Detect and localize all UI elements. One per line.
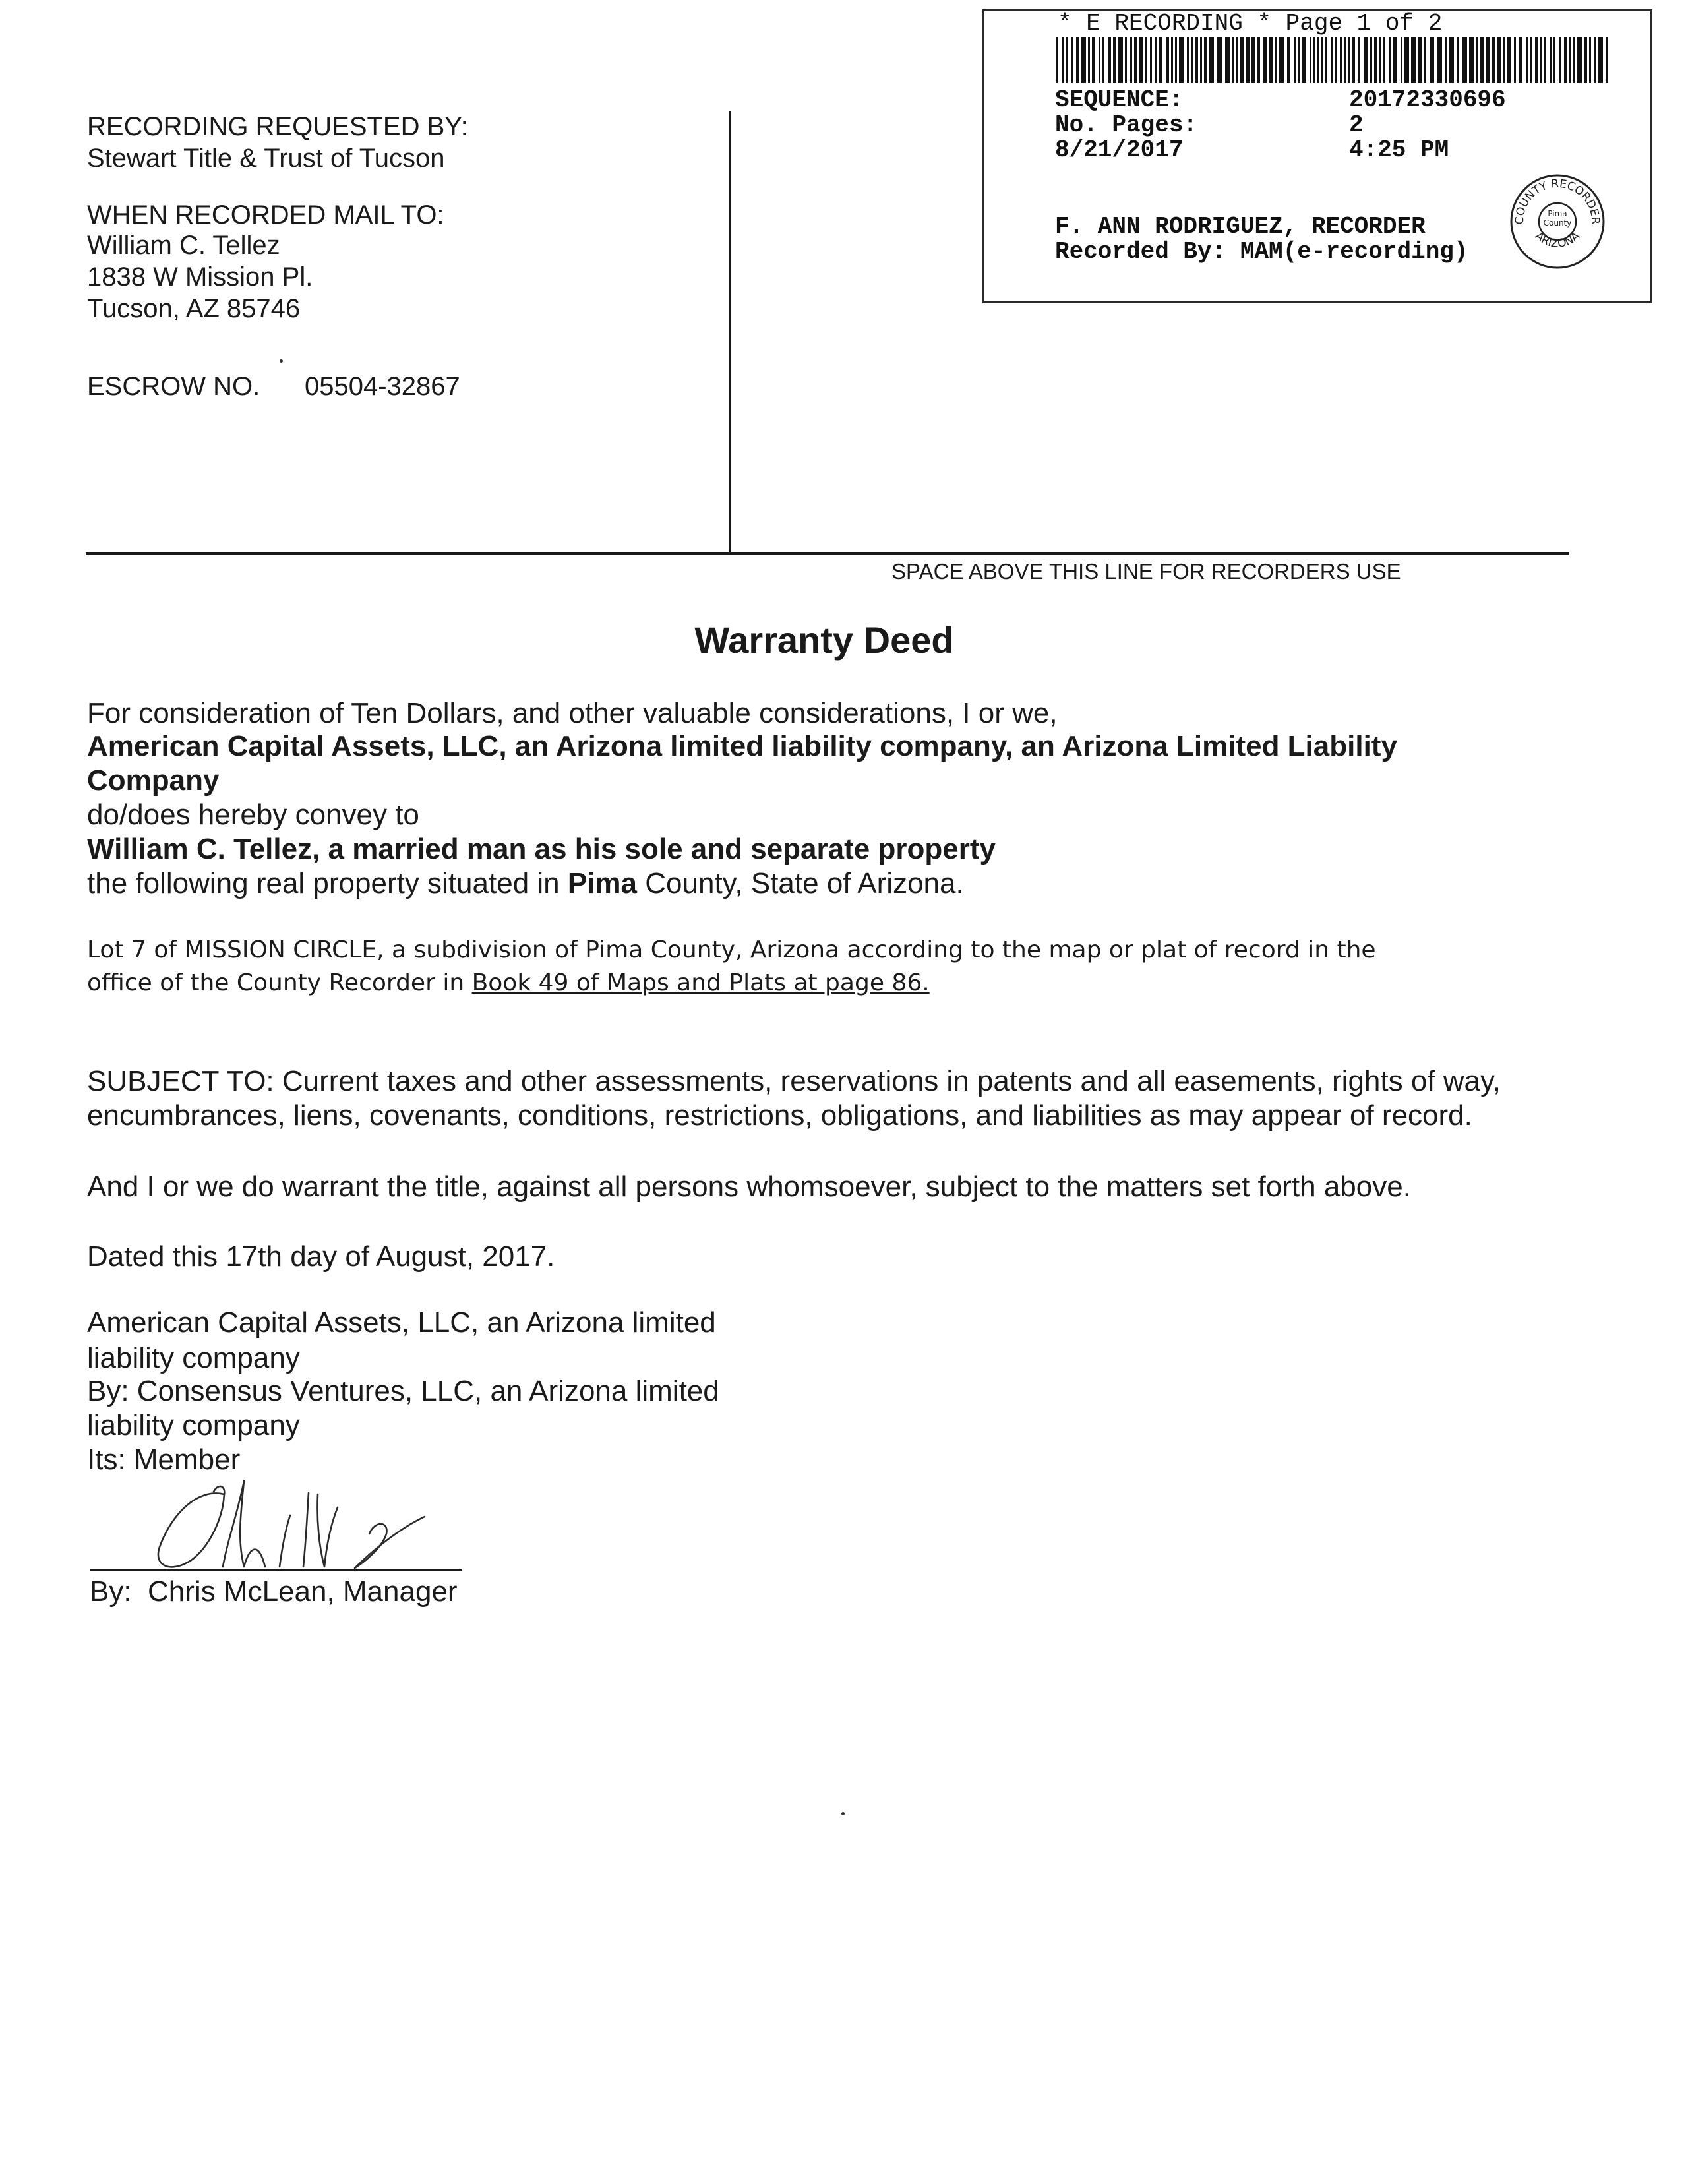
barcode-bar <box>1287 37 1290 83</box>
scan-speck <box>280 359 283 363</box>
barcode-bar <box>1457 37 1459 83</box>
barcode-bar <box>1383 37 1385 83</box>
recorder-space-line <box>86 552 1569 555</box>
mail-to-label: WHEN RECORDED MAIL TO: <box>87 200 444 229</box>
barcode-bar <box>1066 37 1068 83</box>
recording-header: * E RECORDING * Page 1 of 2 <box>1058 10 1443 37</box>
barcode-bar <box>1275 37 1277 83</box>
barcode-bar <box>1251 37 1255 83</box>
barcode-bar <box>1225 37 1230 83</box>
mail-to-street: 1838 W Mission Pl. <box>87 262 313 291</box>
barcode-bar <box>1364 37 1368 83</box>
signature-entity-line-2: liability company <box>87 1342 300 1374</box>
barcode-bar <box>1331 37 1333 83</box>
mail-to-city: Tucson, AZ 85746 <box>87 294 301 323</box>
barcode-bar <box>1553 37 1555 83</box>
property-county: Pima <box>567 867 638 899</box>
barcode-bar <box>1200 37 1202 83</box>
recorder-space-label: SPACE ABOVE THIS LINE FOR RECORDERS USE <box>891 559 1401 584</box>
barcode-bar <box>1577 37 1582 83</box>
barcode-bar <box>1564 37 1567 83</box>
header-divider-vertical <box>729 111 731 553</box>
barcode-bar <box>1294 37 1296 83</box>
barcode-bar <box>1344 37 1346 83</box>
barcode-bar <box>1056 37 1058 83</box>
dated-line: Dated this 17th day of August, 2017. <box>87 1240 555 1273</box>
signer-name: By: Chris McLean, Manager <box>90 1575 458 1608</box>
barcode-bar <box>1598 37 1603 83</box>
barcode-bar <box>1352 37 1355 83</box>
legal-line-2-pre: office of the County Recorder in <box>87 969 472 996</box>
pages-value: 2 <box>1349 111 1364 138</box>
barcode-bar <box>1358 37 1360 83</box>
barcode-bar <box>1492 37 1495 83</box>
handwritten-signature <box>145 1468 435 1580</box>
scan-speck <box>841 1812 845 1815</box>
subject-to-line-1: SUBJECT TO: Current taxes and other assessments, reservations in patents and all easements, rights of way, <box>87 1065 1501 1097</box>
barcode-bar <box>1507 37 1511 83</box>
property-post: County, State of Arizona. <box>637 867 964 899</box>
barcode-bar <box>1317 37 1319 83</box>
barcode-bar <box>1418 37 1422 83</box>
barcode-bar <box>1171 37 1173 83</box>
sequence-label: SEQUENCE: <box>1055 86 1184 113</box>
barcode-bar <box>1217 37 1222 83</box>
barcode-bar <box>1437 37 1442 83</box>
barcode-bar <box>1071 37 1073 83</box>
barcode-bar <box>1445 37 1447 83</box>
escrow-number: 05504-32867 <box>305 372 460 401</box>
barcode-bar <box>1393 37 1397 83</box>
barcode-bar <box>1584 37 1587 83</box>
barcode-bar <box>1569 37 1571 83</box>
barcode-bar <box>1118 37 1123 83</box>
warranty-clause: And I or we do warrant the title, against all persons whomsoever, subject to the matters set forth above. <box>87 1170 1411 1203</box>
grantor-line-1: American Capital Assets, LLC, an Arizona limited liability company, an Arizona Limited Liability <box>87 730 1397 762</box>
barcode-bar <box>1348 37 1350 83</box>
barcode-bar <box>1476 37 1478 83</box>
barcode-bar <box>1257 37 1260 83</box>
barcode-bar <box>1298 37 1300 83</box>
barcode-bar <box>1076 37 1079 83</box>
barcode-bar <box>1246 37 1250 83</box>
barcode-bar <box>1550 37 1552 83</box>
property-pre: the following real property situated in <box>87 867 568 899</box>
sequence-value: 20172330696 <box>1349 86 1506 113</box>
barcode-bar <box>1155 37 1157 83</box>
barcode-bar <box>1279 37 1284 83</box>
barcode-bar <box>1099 37 1100 83</box>
barcode-bar <box>1187 37 1189 83</box>
barcode-bar <box>1139 37 1143 83</box>
barcode-bar <box>1240 37 1244 83</box>
barcode-bar <box>1062 37 1064 83</box>
barcode-bar <box>1486 37 1490 83</box>
barcode-bar <box>1081 37 1086 83</box>
recording-date: 8/21/2017 <box>1055 136 1184 164</box>
barcode-bar <box>1195 37 1198 83</box>
barcode-bar <box>1204 37 1207 83</box>
barcode-bar <box>1530 37 1532 83</box>
barcode-bar <box>1313 37 1315 83</box>
property-location <box>87 866 964 901</box>
barcode-bar <box>1102 37 1104 83</box>
signature-entity-line-3: By: Consensus Ventures, LLC, an Arizona limited <box>87 1375 719 1407</box>
barcode-bar <box>1404 37 1409 83</box>
barcode-bar <box>1179 37 1184 83</box>
barcode-bar <box>1166 37 1169 83</box>
seal-top-text: COUNTY RECORDER <box>1513 177 1602 225</box>
plat-book-reference: Book 49 of Maps and Plats at page 86. <box>471 969 930 996</box>
barcode-bar <box>1145 37 1147 83</box>
barcode-bar <box>1325 37 1327 83</box>
barcode-bar <box>1573 37 1575 83</box>
barcode-bar <box>1540 37 1542 83</box>
signature-entity-role: Its: Member <box>87 1443 241 1476</box>
barcode-bar <box>1088 37 1090 83</box>
barcode-bar <box>1263 37 1267 83</box>
barcode-bar <box>1374 37 1377 83</box>
barcode-bar <box>1469 37 1474 83</box>
recorded-by: Recorded By: MAM(e-recording) <box>1055 238 1468 265</box>
recorder-name: F. ANN RODRIGUEZ, RECORDER <box>1055 213 1426 240</box>
barcode-bar <box>1232 37 1234 83</box>
barcode-bar <box>1310 37 1311 83</box>
convey-text: do/does hereby convey to <box>87 799 419 831</box>
barcode-bar <box>1544 37 1546 83</box>
pages-label: No. Pages: <box>1055 111 1198 138</box>
legal-description-line-1: Lot 7 of MISSION CIRCLE, a subdivision of Pima County, Arizona according to the map or plat of record in the <box>87 936 1376 963</box>
barcode-bar <box>1449 37 1454 83</box>
barcode-bar <box>1321 37 1323 83</box>
barcode-bar <box>1335 37 1337 83</box>
barcode-bar <box>1594 37 1596 83</box>
barcode-bar <box>1379 37 1381 83</box>
barcode-bar <box>1589 37 1591 83</box>
barcode-bar <box>1159 37 1162 83</box>
consideration-text: For consideration of Ten Dollars, and other valuable considerations, I or we, <box>87 697 1058 729</box>
signature-entity-line-1: American Capital Assets, LLC, an Arizona limited <box>87 1306 716 1339</box>
signature-line <box>90 1569 462 1571</box>
county-recorder-seal <box>1509 173 1606 270</box>
barcode-bar <box>1175 37 1177 83</box>
barcode-bar <box>1113 37 1116 83</box>
seal-center-text: Pima County <box>1543 209 1572 228</box>
barcode-bar <box>1606 37 1608 83</box>
barcode-bar <box>1125 37 1127 83</box>
barcode-bar <box>1535 37 1538 83</box>
barcode-bar <box>1092 37 1095 83</box>
barcode-bar <box>1424 37 1426 83</box>
barcode-bar <box>1462 37 1467 83</box>
barcode-bar <box>1236 37 1238 83</box>
recording-requested-value: Stewart Title & Trust of Tucson <box>87 144 445 173</box>
barcode-bar <box>1497 37 1501 83</box>
barcode-bar <box>1389 37 1391 83</box>
mail-to-name: William C. Tellez <box>87 231 280 260</box>
barcode-bar <box>1134 37 1137 83</box>
barcode-bar <box>1209 37 1214 83</box>
barcode-bar <box>1480 37 1484 83</box>
barcode-bar <box>1430 37 1434 83</box>
recording-time: 4:25 PM <box>1349 136 1449 164</box>
barcode-bar <box>1526 37 1528 83</box>
document-title: Warranty Deed <box>694 619 954 661</box>
recording-requested-label: RECORDING REQUESTED BY: <box>87 112 468 141</box>
grantee-text: William C. Tellez, a married man as his sole and separate property <box>87 833 996 865</box>
barcode-bar <box>1559 37 1561 83</box>
barcode-bar <box>1191 37 1193 83</box>
barcode-bar <box>1269 37 1273 83</box>
barcode-bar <box>1401 37 1402 83</box>
legal-description-line-2 <box>87 967 930 1000</box>
barcode-bar <box>1108 37 1111 83</box>
barcode-bar <box>1150 37 1152 83</box>
barcode-bar <box>1514 37 1516 83</box>
barcode-bar <box>1302 37 1306 83</box>
grantor-line-2: Company <box>87 764 220 797</box>
barcode <box>1056 37 1610 83</box>
barcode-bar <box>1130 37 1132 83</box>
subject-to-line-2: encumbrances, liens, covenants, conditions, restrictions, obligations, and liabilities as may appear of record. <box>87 1099 1472 1132</box>
barcode-bar <box>1340 37 1342 83</box>
barcode-bar <box>1503 37 1505 83</box>
barcode-bar <box>1519 37 1522 83</box>
escrow-label: ESCROW NO. <box>87 372 260 401</box>
signature-entity-line-4: liability company <box>87 1409 300 1441</box>
barcode-bar <box>1370 37 1372 83</box>
seal-bottom-text: ARIZONA <box>1532 229 1583 251</box>
barcode-bar <box>1411 37 1416 83</box>
